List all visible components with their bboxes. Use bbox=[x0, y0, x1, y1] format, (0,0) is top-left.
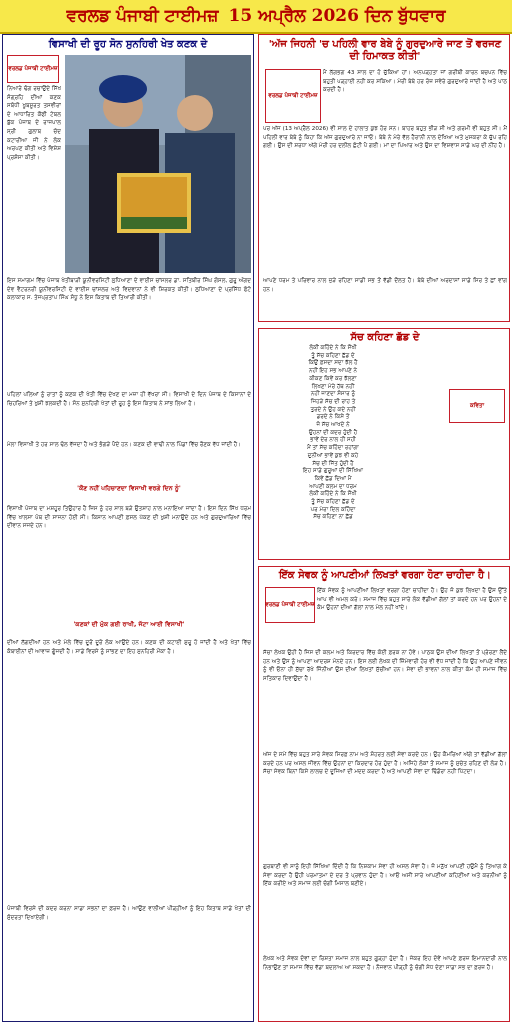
article-vaisakhi-subhead2: 'ਕਣਕਾਂ ਦੀ ਮੁੱਕ ਗਈ ਰਾਖੀ, ਜੱਟਾ ਆਈ ਵਿਸਾਖੀ' bbox=[73, 621, 185, 628]
poem-line: ਆਪਣੀ ਕਲਮ ਦਾ ਧਰਮ bbox=[309, 483, 357, 490]
poem-author-badge bbox=[449, 389, 505, 423]
poem-title: ਸੱਚ ਕਹਿਣਾ ਛੱਡ ਦੇ bbox=[350, 332, 420, 343]
masthead-title: ਵਰਲਡ ਪੰਜਾਬੀ ਟਾਈਮਜ਼ bbox=[66, 6, 219, 26]
article-sevak-para1: ਇੱਕ ਸੇਵਕ ਨੂੰ ਆਪਣੀਆਂ ਲਿਖਤਾਂ ਵਰਗਾ ਹੋਣਾ ਚਾਹੀਦਾ ਹੈ। ਉਹ ਜੋ ਕੁਝ ਲਿਖਦਾ ਹੈ ਉਸ ਉੱਤੇ ਆਪ ਵੀ ਅਮਲ ਕਰੇ। ਸਮਾਜ ਵਿੱਚ ਬਹੁਤ ਸਾਰੇ ਲੋਕ ਵੱਡੀਆਂ ਗੱਲਾਂ ਤਾਂ ਕਰਦੇ ਹਨ ਪਰ ਉਹਨਾਂ ਦੇ ਕੰਮ ਉਹਨਾਂ ਦੀਆਂ ਗੱਲਾਂ ਨਾਲ ਮੇਲ ਨਹੀਂ ਖਾਂਦੇ। bbox=[317, 588, 507, 612]
poem-line: ਲਿਖਣਾ ਮੇਰੇ ਹੱਥ ਨਹੀਂ bbox=[311, 383, 355, 390]
article-bebe-para3: ਆਪਣੇ ਧਰਮ ਤੇ ਪਰਿਵਾਰ ਨਾਲ ਜੁੜੇ ਰਹਿਣਾ ਸਾਡੀ ਸਭ ਤੋਂ ਵੱਡੀ ਦੌਲਤ ਹੈ। ਬੇਬੇ ਦੀਆਂ ਅਰਦਾਸਾਂ ਸਾਡੇ ਸਿਰ ਤੇ ਛਾਂ ਵਾਂਗ ਹਨ। bbox=[263, 278, 507, 293]
masthead-date: 15 ਅਪ੍ਰੈਲ 2026 ਦਿਨ ਬੁੱਧਵਾਰ bbox=[228, 6, 446, 26]
poem-author: ਕਵਿਤਾ bbox=[469, 402, 485, 409]
poem-line: ਕਿਉਂ ਫ਼ਸਦਾ ਸਦਾ ਝੱਲ ਹੈ bbox=[308, 360, 358, 367]
poem-line: ਸੱਚ ਦੀ ਜਿੱਤ ਹੁੰਦੀ ਹੈ bbox=[312, 460, 354, 467]
article-vaisakhi-para2: ਪਹਿਲਾਂ ਪਲਿਆਂ ਨੂੰ ਰਾਤਾਂ ਨੂੰ ਕਣਕ ਦੀ ਖੇਤੀ ਵਿੱਚ ਦੇਖਣ ਦਾ ਮਜ਼ਾ ਹੀ ਵੱਖਰਾ ਸੀ। ਵਿਸਾਖੀ ਦੇ ਦਿਨ ਪੰਜਾਬ ਦੇ ਕਿਸਾਨਾਂ ਦੇ ਚਿਹਰਿਆਂ ਤੇ ਖੁਸ਼ੀ ਝਲਕਦੀ ਹੈ। ਸੋਨ ਸੁਨਹਿਰੀ ਖੇਤਾਂ ਦੀ ਰੂਹ ਨੂੰ ਇਸ ਕਿਤਾਬ ਨੇ ਸਾਂਭ ਲਿਆ ਹੈ। bbox=[7, 392, 251, 407]
article-vaisakhi-para3: ਮੇਲਾ ਵਿਸਾਖੀ ਤੇ ਹਰ ਸਾਲ ਢੋਲ ਵੱਜਦਾ ਹੈ ਅਤੇ ਭੰਗੜੇ ਪੈਂਦੇ ਹਨ। ਕਣਕ ਦੀ ਵਾਢੀ ਨਾਲ ਪਿੰਡਾਂ ਵਿੱਚ ਰੌਣਕ ਵੱਧ ਜਾਂਦੀ ਹੈ। bbox=[7, 442, 242, 448]
sevak-author-photo bbox=[265, 587, 315, 623]
poem-line: ਤੁਰਦੇ ਨੇ ਉਹ ਕਦੇ ਨਹੀਂ bbox=[310, 406, 356, 413]
article-sevak-para3: ਅੱਜ ਦੇ ਸਮੇਂ ਵਿੱਚ ਬਹੁਤ ਸਾਰੇ ਸੇਵਕ ਸਿਰਫ਼ ਨਾਮ ਅਤੇ ਸ਼ੋਹਰਤ ਲਈ ਸੇਵਾ ਕਰਦੇ ਹਨ। ਉਹ ਕੈਮਰਿਆਂ ਅੱਗੇ ਤਾਂ ਵੱਡੀਆਂ ਗੱਲਾਂ ਕਰਦੇ ਹਨ ਪਰ ਅਸਲ ਜੀਵਨ ਵਿੱਚ ਉਹਨਾਂ ਦਾ ਕਿਰਦਾਰ ਹੋਰ ਹੁੰਦਾ ਹੈ। ਅਜਿਹੇ ਲੋਕਾਂ ਤੋਂ ਸਮਾਜ ਨੂੰ ਸੁਚੇਤ ਰਹਿਣ ਦੀ ਲੋੜ ਹੈ। ਸੱਚਾ ਸੇਵਕ ਬਿਨਾਂ ਕਿਸੇ ਲਾਲਚ ਦੇ ਦੂਜਿਆਂ ਦੀ ਮਦਦ ਕਰਦਾ ਹੈ ਅਤੇ ਆਪਣੀ ਸੇਵਾ ਦਾ ਢਿੰਡੋਰਾ ਨਹੀਂ ਪਿੱਟਦਾ। bbox=[263, 752, 507, 776]
poem-line: ਪਰ ਮੇਰਾ ਦਿਲ ਕਹਿੰਦਾ bbox=[310, 506, 356, 513]
article-sevak-para5: ਲੇਖਕ ਅਤੇ ਸੇਵਕ ਦੋਵਾਂ ਦਾ ਰਿਸ਼ਤਾ ਸਮਾਜ ਨਾਲ ਬਹੁਤ ਗੂੜ੍ਹਾ ਹੁੰਦਾ ਹੈ। ਜੇਕਰ ਇਹ ਦੋਵੇਂ ਆਪਣੇ ਫ਼ਰਜ਼ ਇਮਾਨਦਾਰੀ ਨਾਲ ਨਿਭਾਉਣ ਤਾਂ ਸਮਾਜ ਵਿੱਚ ਵੱਡਾ ਬਦਲਾਅ ਆ ਸਕਦਾ ਹੈ। ਨੌਜਵਾਨ ਪੀੜ੍ਹੀ ਨੂੰ ਚੰਗੀ ਸੇਧ ਦੇਣਾ ਸਾਡਾ ਸਭ ਦਾ ਫ਼ਰਜ਼ ਹੈ। bbox=[263, 956, 507, 971]
poem-line: ਕੀਕਣ ਕਿਵੇਂ ਕਰ ਝੱਲਣਾ bbox=[309, 375, 357, 382]
poem-line: ਉਹਨਾਂ ਦੀ ਕਦਰ ਹੁੰਦੀ ਹੈ bbox=[308, 429, 358, 436]
poem-line: ਇਹ ਸਾਡੇ ਗੁਰੂਆਂ ਦੀ ਸਿੱਖਿਆ bbox=[302, 468, 364, 475]
logo-brand: ਵਰਲਡ ਪੰਜਾਬੀ ਟਾਈਮਜ਼ bbox=[8, 65, 58, 72]
left-column bbox=[2, 34, 254, 1022]
poem-line: ਕਿਵੇਂ ਛੱਡ ਦਿਆਂ ਮੈਂ bbox=[314, 475, 352, 482]
article-vaisakhi-para6: ਪੰਜਾਬੀ ਵਿਰਸੇ ਦੀ ਕਦਰ ਕਰਨਾ ਸਾਡਾ ਸਭਨਾਂ ਦਾ ਫ਼ਰਜ਼ ਹੈ। ਆਉਣ ਵਾਲੀਆਂ ਪੀੜ੍ਹੀਆਂ ਨੂੰ ਇਹ ਕਿਤਾਬ ਸਾਡੇ ਖੇਤਾਂ ਦੀ ਸੁੰਦਰਤਾ ਦਿਖਾਏਗੀ। bbox=[7, 906, 251, 921]
article-vaisakhi-intro: ਨਿਆਰੇ ਢੰਗ ਰਚਾਉਂਦੇ ਸਿੱਖ ਸੰਗ੍ਰਹਿ ਦੀਆਂ ਕਣਕ ਸਬੰਧੀ ਖੂਬਸੂਰਤ ਤਸਵੀਰਾਂ ਦੇ ਆਧਾਰਿਤ ਕੌਫੀ ਟੇਬਲ ਬੁੱਕ ਪੰਜਾਬ ਦੇ ਰਾਜਪਾਲ ਸ੍ਰੀ ਗੁਲਾਬ ਚੰਦ ਕਟਾਰੀਆ ਜੀ ਨੇ ਲੋਕ ਅਰਪਣ ਕੀਤੀ ਅਤੇ ਵਿਸ਼ੇਸ਼ ਪ੍ਰਸ਼ੰਸਾ ਕੀਤੀ। bbox=[7, 86, 61, 161]
article-sevak-para4: ਗੁਰਬਾਣੀ ਵੀ ਸਾਨੂੰ ਇਹੀ ਸਿੱਖਿਆ ਦਿੰਦੀ ਹੈ ਕਿ ਨਿਸ਼ਕਾਮ ਸੇਵਾ ਹੀ ਅਸਲ ਸੇਵਾ ਹੈ। ਜੋ ਮਨੁੱਖ ਆਪਣੀ ਹਉਮੈ ਨੂੰ ਤਿਆਗ ਕੇ ਸੇਵਾ ਕਰਦਾ ਹੈ ਉਹੀ ਪਰਮਾਤਮਾ ਦੇ ਦਰ ਤੇ ਪ੍ਰਵਾਨ ਹੁੰਦਾ ਹੈ। ਆਓ ਅਸੀਂ ਸਾਰੇ ਆਪਣੀਆਂ ਕਹਿਣੀਆਂ ਅਤੇ ਕਰਨੀਆਂ ਨੂੰ ਇੱਕ ਕਰੀਏ ਅਤੇ ਸਮਾਜ ਲਈ ਚੰਗੀ ਮਿਸਾਲ ਬਣੀਏ। bbox=[263, 864, 507, 888]
right-column bbox=[258, 34, 510, 1022]
poem-line: ਤੂੰ ਸੱਚ ਕਹਿਣਾ ਛੱਡ ਦੇ bbox=[311, 352, 355, 359]
article-bebe-para1: ਮੈਂ ਲੱਗਭਗ 43 ਸਾਲ ਦਾ ਹੋ ਚੁੱਕਿਆ ਹਾਂ। ਅਨਪੜ੍ਹਤਾ ਜਾਂ ਗਰੀਬੀ ਕਾਰਨ ਬਚਪਨ ਵਿੱਚ ਬਹੁਤੀ ਪੜ੍ਹਾਈ ਨਹੀਂ ਕਰ ਸਕਿਆ। ਮੇਰੀ ਬੇਬੇ ਹਰ ਰੋਜ਼ ਸਵੇਰੇ ਗੁਰਦੁਆਰੇ ਜਾਂਦੀ ਹੈ ਅਤੇ ਪਾਠ ਕਰਦੀ ਹੈ। bbox=[323, 70, 507, 94]
poem-line: ਜਿਹੜੇ ਸੱਚ ਦੀ ਰਾਹ ਤੇ bbox=[310, 398, 356, 405]
author-photo-brand: ਵਰਲਡ ਪੰਜਾਬੀ ਟਾਈਮਜ਼ bbox=[268, 92, 318, 99]
poem-line: ਭਾਵੇਂ ਦੇਰ ਨਾਲ ਹੀ ਸਹੀ bbox=[310, 437, 356, 444]
article-bebe-title: 'ਅੱਜ ਜਿਹਨੀ 'ਚ ਪਹਿਲੀ ਵਾਰ ਬੇਬੇ ਨੂੰ ਗੁਰਦੁਆਰੇ ਜਾਣ ਤੋਂ ਵਰਜਣ ਦੀ ਹਿਮਾਕਤ ਕੀਤੀ' bbox=[268, 39, 502, 62]
author-photo bbox=[265, 69, 321, 123]
poem-line: ਨਹੀਂ ਜਾਣਦਾ ਸੰਸਾਰ ਨੂੰ bbox=[310, 391, 356, 398]
poem-line: ਦੁਨੀਆਂ ਭਾਵੇਂ ਕੁਝ ਵੀ ਕਹੇ bbox=[307, 452, 359, 459]
article-vaisakhi bbox=[2, 34, 254, 1022]
poem-line: ਡਰਦੇ ਨੇ ਕਿਸੇ ਤੋਂ bbox=[316, 414, 350, 421]
article-vaisakhi-para4: ਵਿਸਾਖੀ ਪੰਜਾਬ ਦਾ ਮਸ਼ਹੂਰ ਤਿਉਹਾਰ ਹੈ ਜਿਸ ਨੂੰ ਹਰ ਸਾਲ ਬੜੇ ਉਤਸ਼ਾਹ ਨਾਲ ਮਨਾਇਆ ਜਾਂਦਾ ਹੈ। ਇਸ ਦਿਨ ਸਿੱਖ ਧਰਮ ਵਿੱਚ ਖਾਲਸਾ ਪੰਥ ਦੀ ਸਾਜਨਾ ਹੋਈ ਸੀ। ਕਿਸਾਨ ਆਪਣੀ ਫ਼ਸਲ ਪੱਕਣ ਦੀ ਖੁਸ਼ੀ ਮਨਾਉਂਦੇ ਹਨ ਅਤੇ ਗੁਰਦੁਆਰਿਆਂ ਵਿੱਚ ਦੀਵਾਨ ਸਜਦੇ ਹਨ। bbox=[7, 506, 251, 530]
poem-line: ਜੋ ਸੱਚ ਆਖਦੇ ਨੇ bbox=[316, 422, 350, 429]
poem-line: ਨਹੀਂ ਇਹ ਸਭ ਆਪਣੇ ਨੇ bbox=[308, 368, 357, 375]
article-sevak-para2: ਸੱਚਾ ਲੇਖਕ ਉਹੀ ਹੈ ਜਿਸ ਦੀ ਕਲਮ ਅਤੇ ਕਿਰਦਾਰ ਵਿੱਚ ਕੋਈ ਫ਼ਰਕ ਨਾ ਹੋਵੇ। ਪਾਠਕ ਉਸ ਦੀਆਂ ਲਿਖਤਾਂ ਤੋਂ ਪ੍ਰੇਰਣਾ ਲੈਂਦੇ ਹਨ ਅਤੇ ਉਸ ਨੂੰ ਆਪਣਾ ਆਦਰਸ਼ ਮੰਨਦੇ ਹਨ। ਇਸ ਲਈ ਲੇਖਕ ਦੀ ਜ਼ਿੰਮੇਵਾਰੀ ਹੋਰ ਵੀ ਵੱਧ ਜਾਂਦੀ ਹੈ ਕਿ ਉਹ ਆਪਣੇ ਜੀਵਨ ਨੂੰ ਵੀ ਓਨਾ ਹੀ ਸੁੱਚਾ ਰੱਖੇ ਜਿੰਨੀਆਂ ਉਸ ਦੀਆਂ ਲਿਖਤਾਂ ਸੁੱਚੀਆਂ ਹਨ। ਸੇਵਾ ਦੀ ਭਾਵਨਾ ਨਾਲ ਕੀਤਾ ਕੰਮ ਹੀ ਸਮਾਜ ਵਿੱਚ ਸਤਿਕਾਰ ਦਿਵਾਉਂਦਾ ਹੈ। bbox=[263, 650, 507, 682]
poem-body bbox=[263, 345, 403, 522]
book-launch-photo bbox=[65, 55, 251, 273]
article-vaisakhi-para5: ਦੀਆਂ ਲੱਗਦੀਆਂ ਹਨ ਅਤੇ ਮੇਲੇ ਵਿੱਚ ਦੂਰੋਂ ਦੂਰੋਂ ਲੋਕ ਆਉਂਦੇ ਹਨ। ਕਣਕ ਦੀ ਕਟਾਈ ਸ਼ੁਰੂ ਹੋ ਜਾਂਦੀ ਹੈ ਅਤੇ ਖੇਤਾਂ ਵਿੱਚ ਕੰਬਾਈਨਾਂ ਦੀ ਆਵਾਜ਼ ਗੂੰਜਦੀ ਹੈ। ਸਾਡੇ ਵਿਰਸੇ ਨੂੰ ਸਾਂਭਣ ਦਾ ਇਹ ਸੁਨਹਿਰੀ ਮੌਕਾ ਹੈ। bbox=[7, 640, 251, 655]
sevak-author-brand: ਵਰਲਡ ਪੰਜਾਬੀ ਟਾਈਮਜ਼ bbox=[265, 601, 315, 608]
poem-line: ਲੋਕੀਂ ਕਹਿੰਦੇ ਨੇ ਕਿ ਸੌਖੀ bbox=[309, 491, 357, 498]
article-bebe-para2: ਪਰ ਅੱਜ (13 ਅਪ੍ਰੈਲ 2026) ਵੀ ਸਾਲ ਦੇ ਹਾਲਾਤ ਕੁਝ ਹੋਰ ਸਨ। ਬਾਹਰ ਬਹੁਤ ਭੀੜ ਸੀ ਅਤੇ ਗਰਮੀ ਵੀ ਬਹੁਤ ਸੀ। ਮੈਂ ਪਹਿਲੀ ਵਾਰ ਬੇਬੇ ਨੂੰ ਕਿਹਾ ਕਿ ਅੱਜ ਗੁਰਦੁਆਰੇ ਨਾ ਜਾਓ। ਬੇਬੇ ਨੇ ਮੇਰੇ ਵੱਲ ਹੈਰਾਨੀ ਨਾਲ ਦੇਖਿਆ ਅਤੇ ਮੁਸਕਰਾ ਕੇ ਚੁੱਪ ਰਹਿ ਗਈ। ਉਸ ਦੀ ਸ਼ਰਧਾ ਅੱਗੇ ਮੇਰੀ ਹਰ ਦਲੀਲ ਛੋਟੀ ਪੈ ਗਈ। ਮਾਂ ਦਾ ਪਿਆਰ ਅਤੇ ਉਸ ਦਾ ਵਿਸ਼ਵਾਸ ਸਾਡੇ ਘਰ ਦੀ ਨੀਂਹ ਹੈ। bbox=[263, 126, 507, 150]
article-sevak bbox=[258, 566, 510, 1022]
poem-line: ਸੱਚ ਕਹਿਣਾ ਨਾ ਛੱਡ bbox=[313, 514, 353, 521]
article-vaisakhi-title: ਵਿਸਾਖੀ ਦੀ ਰੂਹ ਸੋਨ ਸੁਨਹਿਰੀ ਖੇਤ ਕਣਕ ਦੇ bbox=[48, 39, 208, 50]
article-vaisakhi-subhead: 'ਕੌਣ ਨਹੀਂ ਪਹਿਚਾਣਦਾ ਵਿਸਾਖੀ ਵਰਗੇ ਦਿਨ ਨੂੰ' bbox=[77, 485, 181, 492]
masthead bbox=[0, 0, 512, 34]
poem-line: ਲੋਕੀਂ ਕਹਿੰਦੇ ਨੇ ਕਿ ਸੌਖੀ bbox=[309, 345, 357, 351]
poem-box bbox=[258, 328, 510, 560]
poem-line: ਤੂੰ ਸੱਚ ਕਹਿਣਾ ਛੱਡ ਦੇ bbox=[311, 499, 355, 506]
article-sevak-title: ਇੱਕ ਸੇਵਕ ਨੂੰ ਆਪਣੀਆਂ ਲਿਖਤਾਂ ਵਰਗਾ ਹੋਣਾ ਚਾਹੀਦਾ ਹੈ। bbox=[279, 570, 491, 581]
article-vaisakhi-para1: ਇਸ ਸਮਾਗਮ ਵਿੱਚ ਪੰਜਾਬ ਖੇਤੀਬਾੜੀ ਯੂਨੀਵਰਸਿਟੀ ਲੁਧਿਆਣਾ ਦੇ ਵਾਈਸ ਚਾਂਸਲਰ ਡਾ. ਸਤਿਬੀਰ ਸਿੰਘ ਗੋਸਲ, ਗੁਰੂ ਅੰਗਦ ਦੇਵ ਵੈਟਰਨਰੀ ਯੂਨੀਵਰਸਿਟੀ ਦੇ ਵਾਈਸ ਚਾਂਸਲਰ ਅਤੇ ਵਿਦਵਾਨਾਂ ਨੇ ਵੀ ਸ਼ਿਰਕਤ ਕੀਤੀ। ਲੁਧਿਆਣਾ ਦੇ ਪ੍ਰਸਿੱਧ ਫੋਟੋ ਕਲਾਕਾਰ ਸ. ਤੇਜਪ੍ਰਤਾਪ ਸਿੰਘ ਸੰਧੂ ਨੇ ਇਸ ਕਿਤਾਬ ਦੀ ਤਿਆਰੀ ਕੀਤੀ। bbox=[7, 278, 251, 302]
poem-line: ਮੈਂ ਤਾਂ ਸੱਚ ਕਹਿੰਦਾ ਰਹਾਂਗਾ bbox=[307, 445, 359, 452]
article-bebe bbox=[258, 34, 510, 322]
publication-logo bbox=[7, 55, 59, 83]
